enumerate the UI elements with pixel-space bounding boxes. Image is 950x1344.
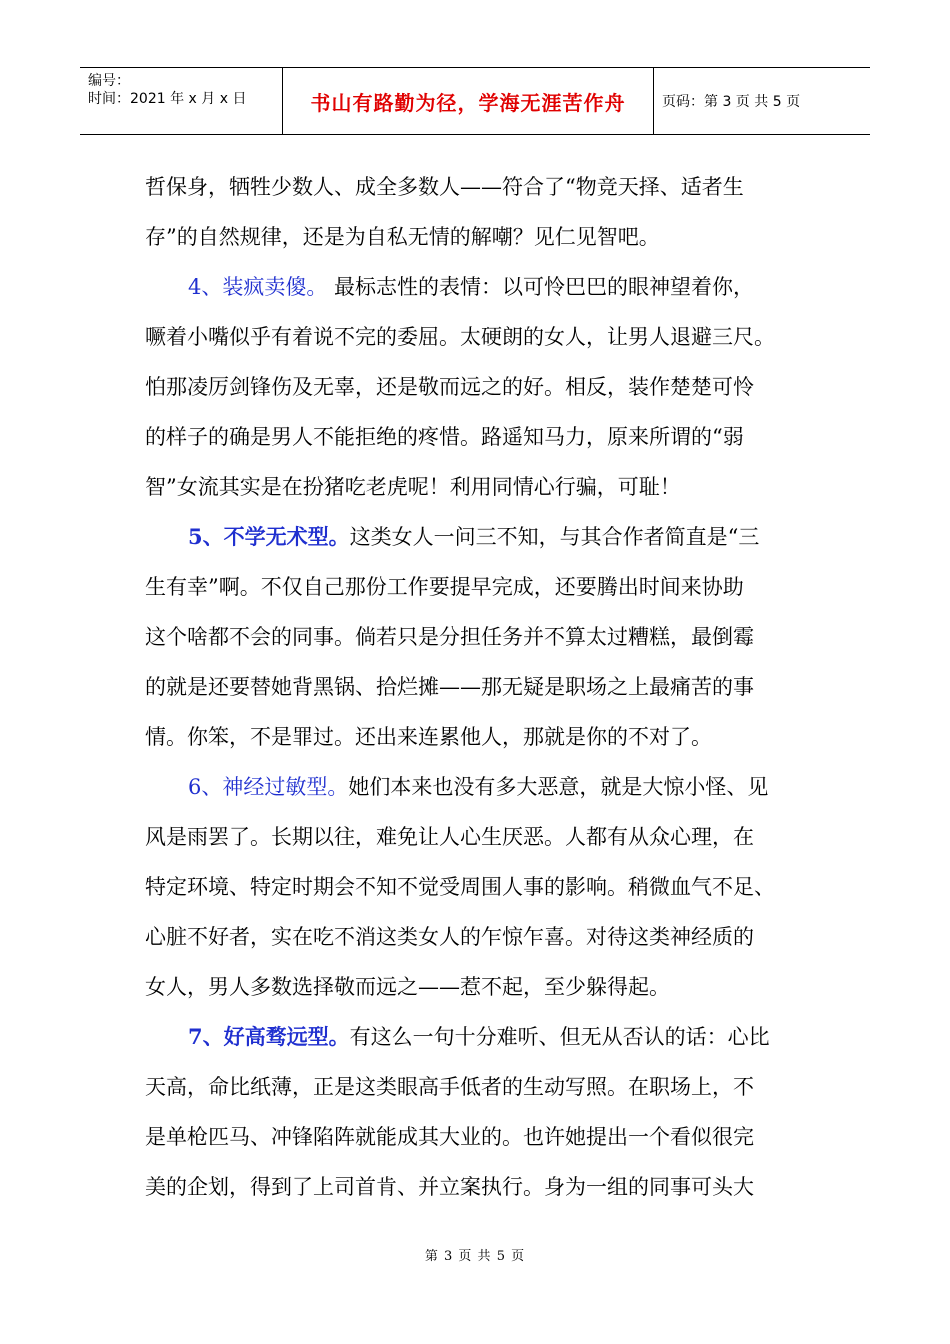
section-4-line: 4、装疯卖傻。 最标志性的表情：以可怜巴巴的眼神望着你，: [188, 275, 755, 299]
text-line: 怕那凌厉剑锋伤及无辜，还是敬而远之的好。相反，装作楚楚可怜: [145, 375, 754, 399]
text-line: 情。你笨，不是罪过。还出来连累他人，那就是你的不对了。: [145, 725, 712, 749]
section-7-line: 7、好高骛远型。有这么一句十分难听、但无从否认的话：心比: [188, 1024, 770, 1049]
text-line: 的就是还要替她背黑锅、拾烂摊——那无疑是职场之上最痛苦的事: [145, 675, 754, 699]
header-page-info: 页码：第 3 页 共 5 页: [662, 94, 801, 110]
text-line: 噘着小嘴似乎有着说不完的委屈。太硬朗的女人，让男人退避三尺。: [145, 325, 775, 349]
text-line: 生有幸”啊。不仅自己那份工作要提早完成，还要腾出时间来协助: [145, 575, 744, 599]
text-line: 的样子的确是男人不能拒绝的疼惜。路遥知马力，原来所谓的“弱: [145, 425, 744, 449]
text-line: 女人，男人多数选择敬而远之——惹不起，至少躲得起。: [145, 975, 670, 999]
header-motto: 书山有路勤为径，学海无涯苦作舟: [282, 68, 654, 134]
text-line: 这个啥都不会的同事。倘若只是分担任务并不算太过糟糕，最倒霉: [145, 625, 754, 649]
section-heading: 5、不学无术型。: [188, 524, 350, 549]
page-header: [80, 67, 870, 135]
text-line: 存”的自然规律，还是为自私无情的解嘲？见仁见智吧。: [145, 225, 660, 249]
section-heading: 4、装疯卖傻。: [188, 275, 328, 299]
page-footer: 第 3 页 共 5 页: [424, 1249, 526, 1264]
text-line: 天高，命比纸薄，正是这类眼高手低者的生动写照。在职场上，不: [145, 1075, 754, 1099]
section-5-line: 5、不学无术型。这类女人一问三不知，与其合作者简直是“三: [188, 524, 760, 549]
text-line: 美的企划，得到了上司首肯、并立案执行。身为一组的同事可头大: [145, 1175, 754, 1199]
text-line: 特定环境、特定时期会不知不觉受周围人事的影响。稍微血气不足、: [145, 875, 775, 899]
text-line: 是单枪匹马、冲锋陷阵就能成其大业的。也许她提出一个看似很完: [145, 1125, 754, 1149]
section-heading: 7、好高骛远型。: [188, 1024, 350, 1049]
header-meta: [80, 68, 282, 134]
section-heading: 6、神经过敏型。: [188, 775, 349, 799]
text-line: 哲保身，牺牲少数人、成全多数人——符合了“物竞天择、适者生: [145, 175, 744, 199]
body-text: [145, 162, 810, 1212]
text-line: 心脏不好者，实在吃不消这类女人的乍惊乍喜。对待这类神经质的: [145, 925, 754, 949]
text-line: 风是雨罢了。长期以往，难免让人心生厌恶。人都有从众心理，在: [145, 825, 754, 849]
time-label: 时间：2021 年 x 月 x 日: [88, 91, 247, 107]
number-label: 编号：: [88, 73, 130, 89]
text-line: 智”女流其实是在扮猪吃老虎呢！利用同情心行骗，可耻！: [145, 475, 681, 499]
section-6-line: 6、神经过敏型。她们本来也没有多大恶意，就是大惊小怪、见: [188, 775, 769, 799]
